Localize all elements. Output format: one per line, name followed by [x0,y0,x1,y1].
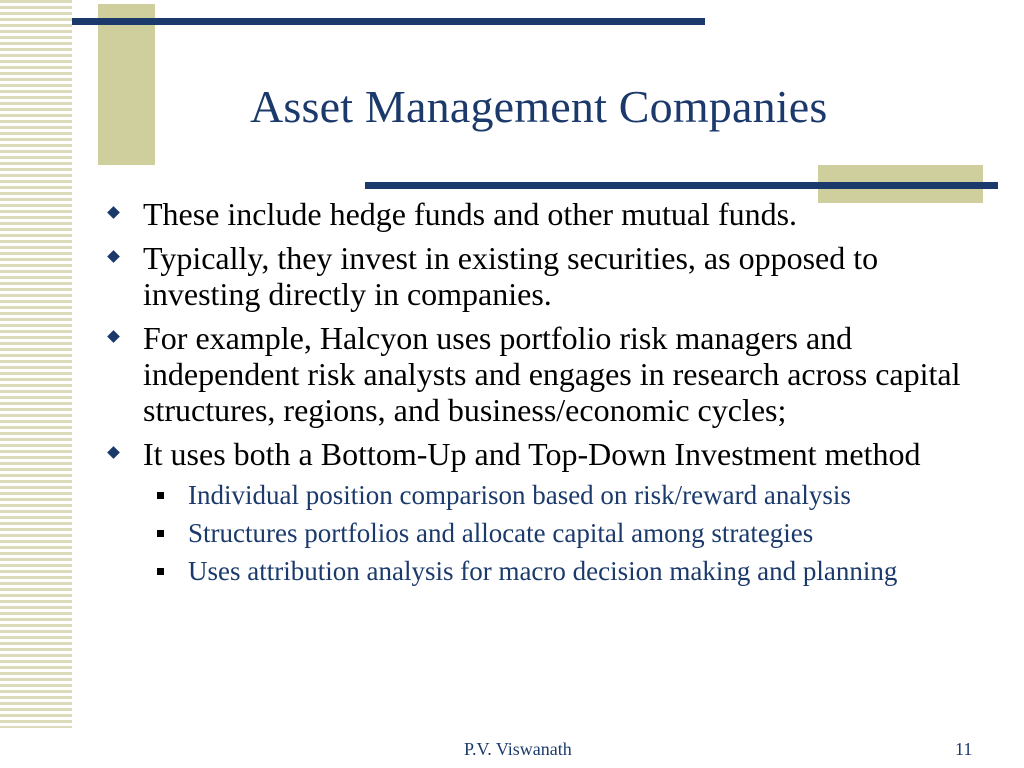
diamond-bullet-icon [107,206,120,219]
bullet-text: These include hedge funds and other mutual funds. [143,196,798,232]
square-bullet-icon [157,530,164,537]
square-bullet-icon [157,492,164,499]
slide-content [100,196,990,594]
diamond-bullet-icon [107,446,120,459]
bullet-text: Typically, they invest in existing securities, as opposed to investing directly in companies. [143,240,879,312]
sub-bullet-item [100,556,990,586]
sub-bullet-text: Uses attribution analysis for macro decision making and planning [188,556,898,586]
bullet-item [100,240,990,312]
diamond-bullet-icon [107,250,120,263]
square-bullet-icon [157,568,164,575]
bullet-item [100,436,990,472]
slide-title: Asset Management Companies [250,81,828,132]
sub-bullet-text: Individual position comparison based on risk/reward analysis [188,480,851,510]
bullet-text: It uses both a Bottom-Up and Top-Down Investment method [143,436,921,472]
diamond-bullet-icon [107,330,120,343]
title-underline-rule [365,182,998,189]
bullet-item [100,320,990,428]
footer-author: P.V. Viswanath [464,739,572,759]
bullet-item [100,196,990,232]
sub-bullet-text: Structures portfolios and allocate capital among strategies [188,518,814,548]
sub-bullet-item [100,480,990,510]
left-stripe-decoration [0,0,72,728]
top-accent-block [98,4,155,165]
sub-bullet-item [100,518,990,548]
top-rule [72,18,705,25]
bullet-text: For example, Halcyon uses portfolio risk managers and independent risk analysts and engages in research across capital structures, regions, and business/economic cycles; [143,320,961,428]
footer-page-number: 11 [955,739,973,759]
